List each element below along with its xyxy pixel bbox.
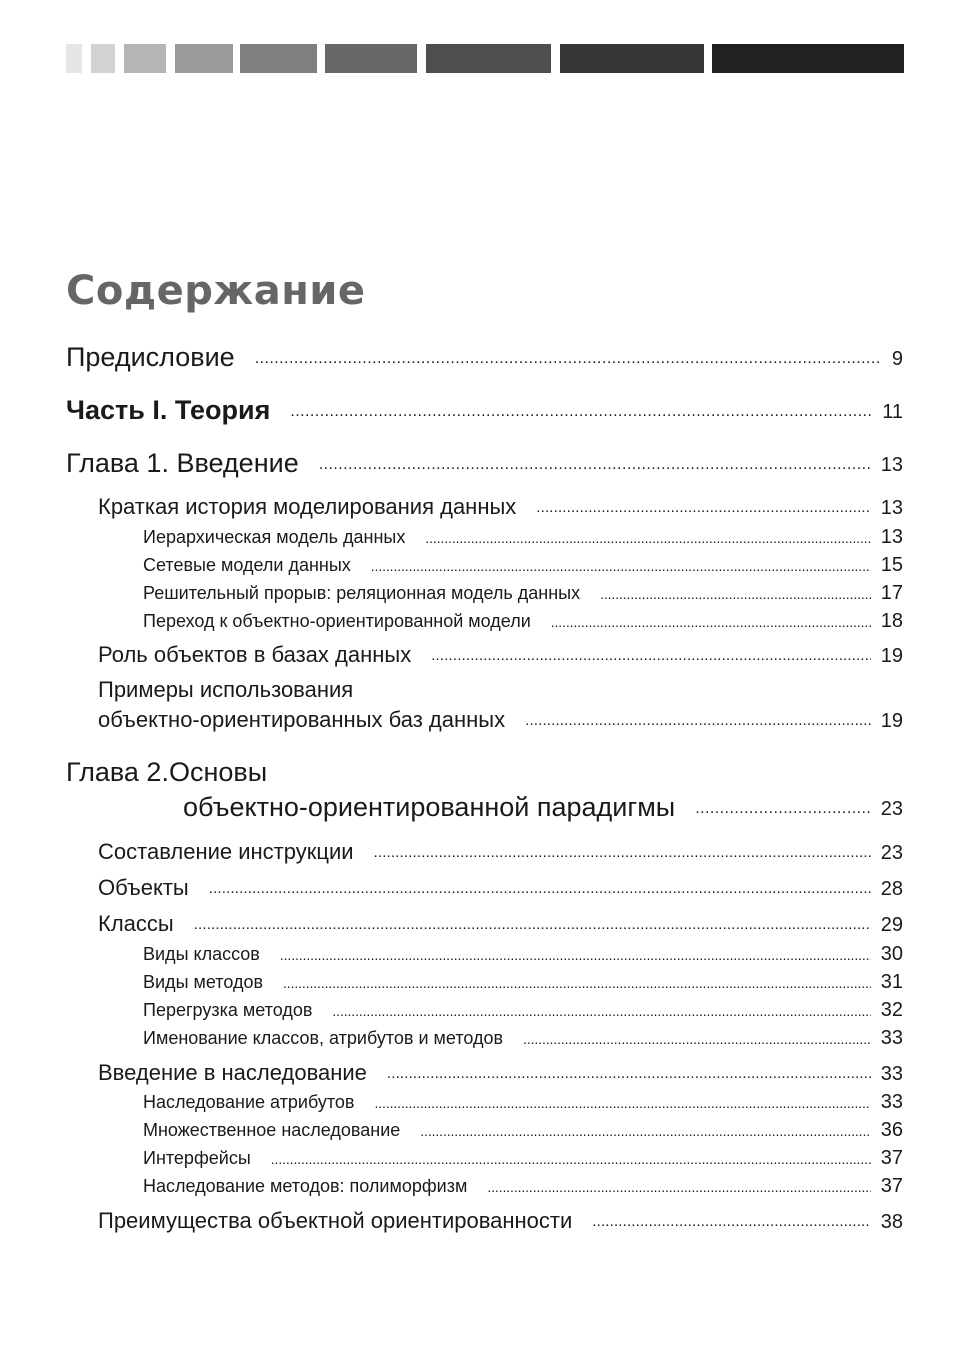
header-block (712, 44, 904, 73)
page-number: 9 (891, 348, 903, 370)
page-number: 28 (880, 878, 903, 900)
toc-entry-subsection[interactable] (143, 1146, 903, 1170)
toc-entry-chapter-2-line1[interactable]: Глава 2.Основы (66, 757, 268, 787)
entry-label: Краткая история моделирования данных (98, 494, 517, 519)
dot-leader (280, 946, 871, 964)
page-number: 13 (880, 454, 903, 476)
entry-label: Составление инструкции (98, 839, 354, 864)
toc-entry-subsection[interactable] (143, 609, 903, 633)
page-number: 17 (880, 582, 903, 604)
entry-label: Именование классов, атрибутов и методов (143, 1028, 504, 1048)
page-number: 13 (880, 497, 903, 519)
dot-leader (374, 843, 871, 863)
toc-entry-subsection[interactable] (143, 1174, 903, 1198)
header-block (325, 44, 417, 73)
toc-entry-section-line1[interactable]: Примеры использования (98, 677, 354, 702)
header-block (91, 44, 115, 73)
page-number: 37 (880, 1175, 903, 1197)
dot-leader (600, 585, 871, 603)
page-number: 15 (880, 554, 903, 576)
entry-label: Решительный прорыв: реляционная модель данных (143, 583, 581, 603)
page-number: 29 (880, 914, 903, 936)
dot-leader (536, 498, 870, 518)
dot-leader (194, 915, 871, 935)
dot-leader (387, 1064, 871, 1084)
page-number: 23 (880, 842, 903, 864)
entry-label: Введение в наследование (98, 1060, 367, 1085)
entry-label: Перегрузка методов (143, 1000, 313, 1020)
entry-label: Сетевые модели данных (143, 555, 351, 575)
dot-leader (283, 974, 871, 992)
header-block (124, 44, 166, 73)
dot-leader (420, 1122, 870, 1140)
toc-entry-subsection[interactable] (143, 1118, 903, 1142)
entry-label: Глава 1. Введение (66, 448, 299, 478)
header-block (560, 44, 704, 73)
dot-leader (374, 1094, 870, 1112)
dot-leader (592, 1212, 870, 1232)
toc-entry-section[interactable] (98, 1207, 903, 1235)
dot-leader (332, 1002, 870, 1020)
entry-label: Наследование методов: полиморфизм (143, 1176, 468, 1196)
entry-label: Классы (98, 911, 174, 936)
header-block (66, 44, 82, 73)
toc-entry-section[interactable] (98, 910, 903, 938)
page-number: 13 (880, 526, 903, 548)
toc-entry-section[interactable] (98, 706, 903, 734)
page-number: 36 (880, 1119, 903, 1141)
header-block (175, 44, 233, 73)
toc-entry-preface[interactable] (66, 340, 903, 374)
header-gradient-bar (66, 44, 904, 73)
entry-label: Интерфейсы (143, 1148, 251, 1168)
page-number: 33 (880, 1027, 903, 1049)
page-number: 30 (880, 943, 903, 965)
entry-label: Переход к объектно-ориентированной модели (143, 611, 531, 631)
toc-entry-chapter-2[interactable] (66, 790, 903, 824)
entry-label: Преимущества объектной ориентированности (98, 1208, 573, 1233)
toc-entry-chapter-1[interactable] (66, 446, 903, 480)
page-number: 19 (880, 710, 903, 732)
dot-leader (425, 529, 870, 547)
dot-leader (695, 799, 871, 819)
page-number: 18 (880, 610, 903, 632)
dot-leader (525, 711, 871, 731)
dot-leader (319, 455, 871, 475)
toc-entry-subsection[interactable] (143, 998, 903, 1022)
toc-entry-section[interactable] (98, 641, 903, 669)
page-number: 31 (880, 971, 903, 993)
dot-leader (551, 613, 871, 631)
dot-leader (371, 557, 871, 575)
page-number: 33 (880, 1063, 903, 1085)
page-number: 37 (880, 1147, 903, 1169)
toc-entry-section[interactable] (98, 874, 903, 902)
toc-entry-subsection[interactable] (143, 970, 903, 994)
page-number: 23 (880, 798, 903, 820)
toc-entry-subsection[interactable] (143, 553, 903, 577)
toc-entry-section[interactable] (98, 838, 903, 866)
toc-entry-part-1[interactable] (66, 393, 903, 427)
entry-label: Виды классов (143, 944, 260, 964)
dot-leader (290, 402, 872, 422)
toc-entry-subsection[interactable] (143, 1026, 903, 1050)
page-number: 11 (882, 401, 903, 423)
dot-leader (523, 1030, 871, 1048)
page-number: 33 (880, 1091, 903, 1113)
entry-label: Виды методов (143, 972, 264, 992)
entry-label: объектно-ориентированных баз данных (98, 707, 506, 732)
dot-leader (209, 879, 871, 899)
entry-label: Объекты (98, 875, 189, 900)
page-number: 32 (880, 999, 903, 1021)
dot-leader (431, 646, 871, 666)
toc-entry-section[interactable] (98, 1059, 903, 1087)
header-block (426, 44, 551, 73)
toc-entry-subsection[interactable] (143, 1090, 903, 1114)
dot-leader (487, 1178, 870, 1196)
entry-label: Иерархическая модель данных (143, 527, 406, 547)
entry-label: Наследование атрибутов (143, 1092, 355, 1112)
toc-entry-subsection[interactable] (143, 525, 903, 549)
entry-label: Множественное наследование (143, 1120, 401, 1140)
toc-entry-section[interactable] (98, 493, 903, 521)
toc-entry-subsection[interactable] (143, 942, 903, 966)
toc-title: Содержание (66, 268, 366, 314)
page-number: 38 (880, 1211, 903, 1233)
dot-leader (255, 349, 882, 369)
entry-label: Часть I. Теория (66, 395, 271, 425)
dot-leader (271, 1150, 871, 1168)
toc-entry-subsection[interactable] (143, 581, 903, 605)
entry-label: Роль объектов в базах данных (98, 642, 412, 667)
page-number: 19 (880, 645, 903, 667)
entry-label: объектно-ориентированной парадигмы (183, 792, 676, 822)
header-block (240, 44, 317, 73)
entry-label: Предисловие (66, 342, 235, 372)
